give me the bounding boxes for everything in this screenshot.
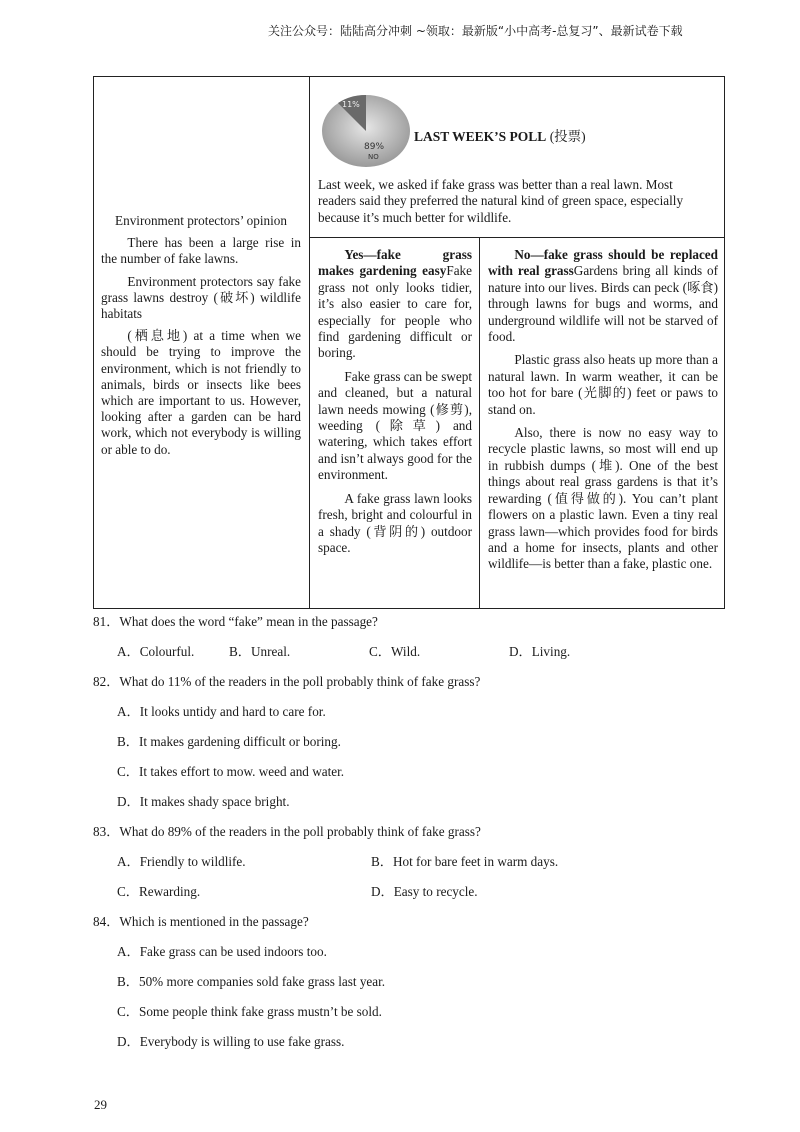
yes-lead: Yes—fake grass makes gardening easy <box>318 247 472 279</box>
option-b: B．Unreal. <box>229 644 291 659</box>
page-number: 29 <box>94 1097 107 1112</box>
column-divider-right <box>479 237 480 608</box>
question-stem: 82．What do 11% of the readers in the poll probably think of fake grass? <box>93 674 481 689</box>
poll-description: Last week, we asked if fake grass was better than a real lawn. Most readers said they preferred the natural kind of green space, especially because it’s much better for wildlife. <box>318 177 684 225</box>
paragraph: Also, there is now no easy way to recycle plastic lawns, so most will end up in rubbish dumps (堆). One of the best things about real grass gardens is that it’s rewarding (值得做的). You can’t plant flowers on a plastic lawn. Even a tiny real grass lawn—which provides food for birds and a home for insects, plants and other wildlife—is better than a fake, plastic one. <box>488 425 718 572</box>
option-d: D．Everybody is willing to use fake grass. <box>117 1034 345 1049</box>
question-stem: 83．What do 89% of the readers in the poll probably think of fake grass? <box>93 824 481 839</box>
page-header: 关注公众号：陆陆高分冲刺 ~领取：最新版“小中高考-总复习”、最新试卷下载 <box>268 24 683 38</box>
option-d: D．Easy to recycle. <box>371 884 478 899</box>
option-b: B．Hot for bare feet in warm days. <box>371 854 559 869</box>
no-lead: No—fake grass should be replaced with real grass <box>488 247 718 279</box>
paragraph: A fake grass lawn looks fresh, bright and colourful in a shady (背阴的) outdoor space. <box>318 490 472 555</box>
question-83 <box>93 824 753 914</box>
question-84 <box>93 914 753 1064</box>
option-a: A．Fake grass can be used indoors too. <box>117 944 327 959</box>
question-81 <box>93 614 753 674</box>
option-b: B．It makes gardening difficult or boring. <box>117 734 341 749</box>
option-a: A．It looks untidy and hard to care for. <box>117 704 326 719</box>
question-82 <box>93 674 753 824</box>
option-d: D．It makes shady space bright. <box>117 794 290 809</box>
option-c: C．Rewarding. <box>117 884 201 899</box>
paragraph: Fake grass can be swept and cleaned, but a natural lawn needs mowing (修剪), weeding (除草) and watering, which takes effort and isn’t always good for the environment. <box>318 368 472 483</box>
poll-title-bold: LAST WEEK’S POLL <box>414 129 547 144</box>
yes-opinion-cell <box>318 247 472 563</box>
column-divider-left <box>309 77 310 608</box>
pie-label-no: NO <box>368 153 379 161</box>
paragraph: Environment protectors say fake grass lawns destroy (破坏) wildlife habitats <box>101 273 301 322</box>
poll-pie-chart-image <box>320 87 412 171</box>
option-c: C．Some people think fake grass mustn’t be sold. <box>117 1004 382 1019</box>
passage-table <box>93 76 725 609</box>
questions-section <box>93 614 753 1064</box>
question-stem: 84．Which is mentioned in the passage? <box>93 914 309 929</box>
option-d: D．Living. <box>509 644 571 659</box>
yes-text: Fake grass not only looks tidier, it’s also easier to care for, especially for people who find gardening difficult or boring. <box>318 263 472 361</box>
poll-row-divider <box>309 237 724 238</box>
pie-label-no-percent: 89% <box>364 142 385 152</box>
option-c: C．It takes effort to mow. weed and water. <box>117 764 345 779</box>
options-row <box>93 644 753 674</box>
option-c: C．Wild. <box>369 644 421 659</box>
cell-heading: Environment protectors’ opinion <box>115 213 287 228</box>
paragraph <box>318 247 472 362</box>
option-b: B．50% more companies sold fake grass last year. <box>117 974 386 989</box>
no-text: Gardens bring all kinds of nature into our lives. Birds can peck (啄食) through lawns for bugs and worms, and underground wildlife will not be starved of food. <box>488 263 718 345</box>
option-a: A．Colourful. <box>117 644 195 659</box>
poll-header <box>318 85 718 171</box>
options-grid <box>93 854 753 914</box>
environment-protectors-cell <box>101 213 301 464</box>
paragraph: There has been a large rise in the number of fake lawns. <box>101 235 301 267</box>
paragraph: Plastic grass also heats up more than a natural lawn. In warm weather, it can be too hot for bare (光脚的) feet or paws to stand on. <box>488 352 718 417</box>
poll-title-cn: (投票) <box>546 129 586 144</box>
paragraph <box>488 247 718 345</box>
no-opinion-cell <box>488 247 718 580</box>
question-stem: 81．What does the word “fake” mean in the passage? <box>93 614 378 629</box>
poll-title <box>414 125 586 145</box>
option-a: A．Friendly to wildlife. <box>117 854 246 869</box>
paragraph: (栖息地) at a time when we should be trying to improve the environment, which is not friendly to animals, birds or insects like bees which are important to us. However, looking after a garden can be hard work, which not everybody is willing or able to do. <box>101 328 301 457</box>
pie-label-yes: 11% <box>342 100 360 109</box>
